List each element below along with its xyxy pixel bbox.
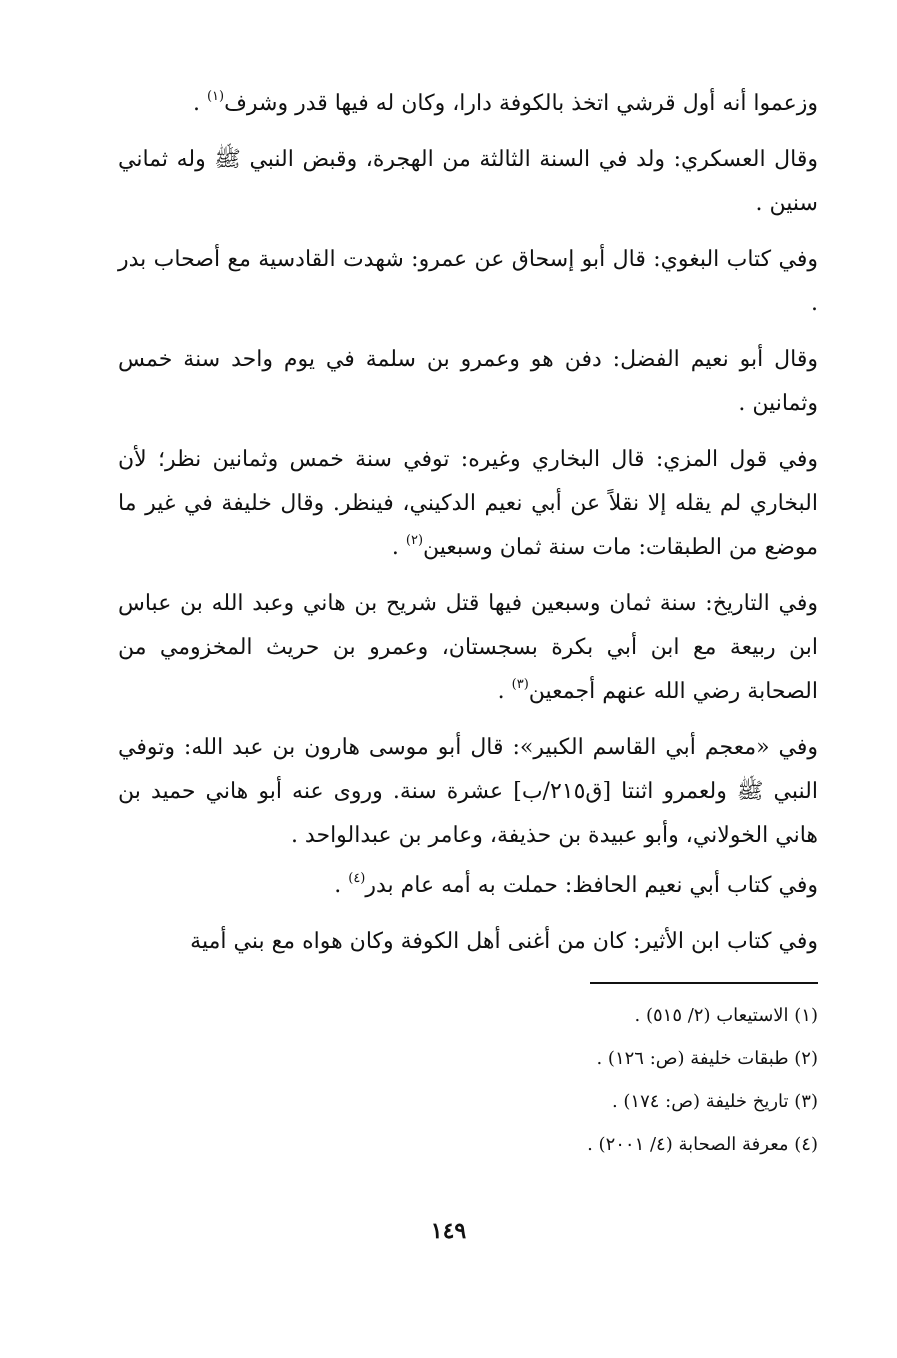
footnote-marker-1: (١) <box>206 88 225 104</box>
footnote-marker-2: (٢) <box>405 532 424 548</box>
footnote-4: (٤) معرفة الصحابة (٤/ ٢٠٠١) . <box>587 1134 818 1155</box>
paragraph-1: وزعموا أنه أول قرشي اتخذ بالكوفة دارا، وكان له فيها قدر وشرف$^{(١)}$ . <box>192 88 818 116</box>
paragraph-7: وفي «معجم أبي القاسم الكبير»: قال أبو موسى هارون بن عبد الله: وتوفي النبي ﷺ ولعمرو اثنتا [ق٢١٥/ب] عشرة سنة. وروى عنه أبو هاني حميد بن هاني الخولاني، وأبو عبيدة بن حذيفة، وعامر بن عبدالواحد . <box>118 735 818 848</box>
footnote-3: (٣) تاريخ خليفة (ص: ١٧٤) . <box>611 1091 818 1112</box>
footnote-separator <box>590 982 818 984</box>
footnote-marker-4: (٤) <box>348 870 366 886</box>
paragraph-3: وفي كتاب البغوي: قال أبو إسحاق عن عمرو: شهدت القادسية مع أصحاب بدر . <box>118 247 818 316</box>
paragraph-5: وفي قول المزي: قال البخاري وغيره: توفي سنة خمس وثمانين نظر؛ لأن البخاري لم يقله إلا نقلاً عن أبي نعيم الدكيني، فينظر. وقال خليفة في غير ما موضع من الطبقات: مات سنة ثمان وسبعين$^{(٢)}$ . <box>118 447 818 560</box>
footnote-2: (٢) طبقات خليفة (ص: ١٢٦) . <box>596 1048 818 1069</box>
footnotes <box>118 998 818 1170</box>
paragraph-8: وفي كتاب أبي نعيم الحافظ: حملت به أمه عام بدر$^{(٤)}$ . <box>334 870 818 898</box>
main-text <box>118 82 818 976</box>
page-number: ١٤٩ <box>430 1218 467 1244</box>
paragraph-4: وقال أبو نعيم الفضل: دفن هو وعمرو بن سلمة في يوم واحد سنة خمس وثمانين . <box>118 347 818 416</box>
paragraph-9: وفي كتاب ابن الأثير: كان من أغنى أهل الكوفة وكان هواه مع بني أمية <box>190 929 818 954</box>
paragraph-2: وقال العسكري: ولد في السنة الثالثة من الهجرة، وقبض النبي ﷺ وله ثماني سنين . <box>118 147 818 216</box>
footnote-1: (١) الاستيعاب (٢/ ٥١٥) . <box>634 1005 818 1026</box>
footnote-marker-3: (٣) <box>511 676 529 692</box>
paragraph-6: وفي التاريخ: سنة ثمان وسبعين فيها قتل شريح بن هاني وعبد الله بن عباس ابن ربيعة مع ابن أبي بكرة بسجستان، وعمرو بن حريث المخزومي من الصحابة رضي الله عنهم أجمعين$^{(٣)}$ . <box>118 591 818 704</box>
